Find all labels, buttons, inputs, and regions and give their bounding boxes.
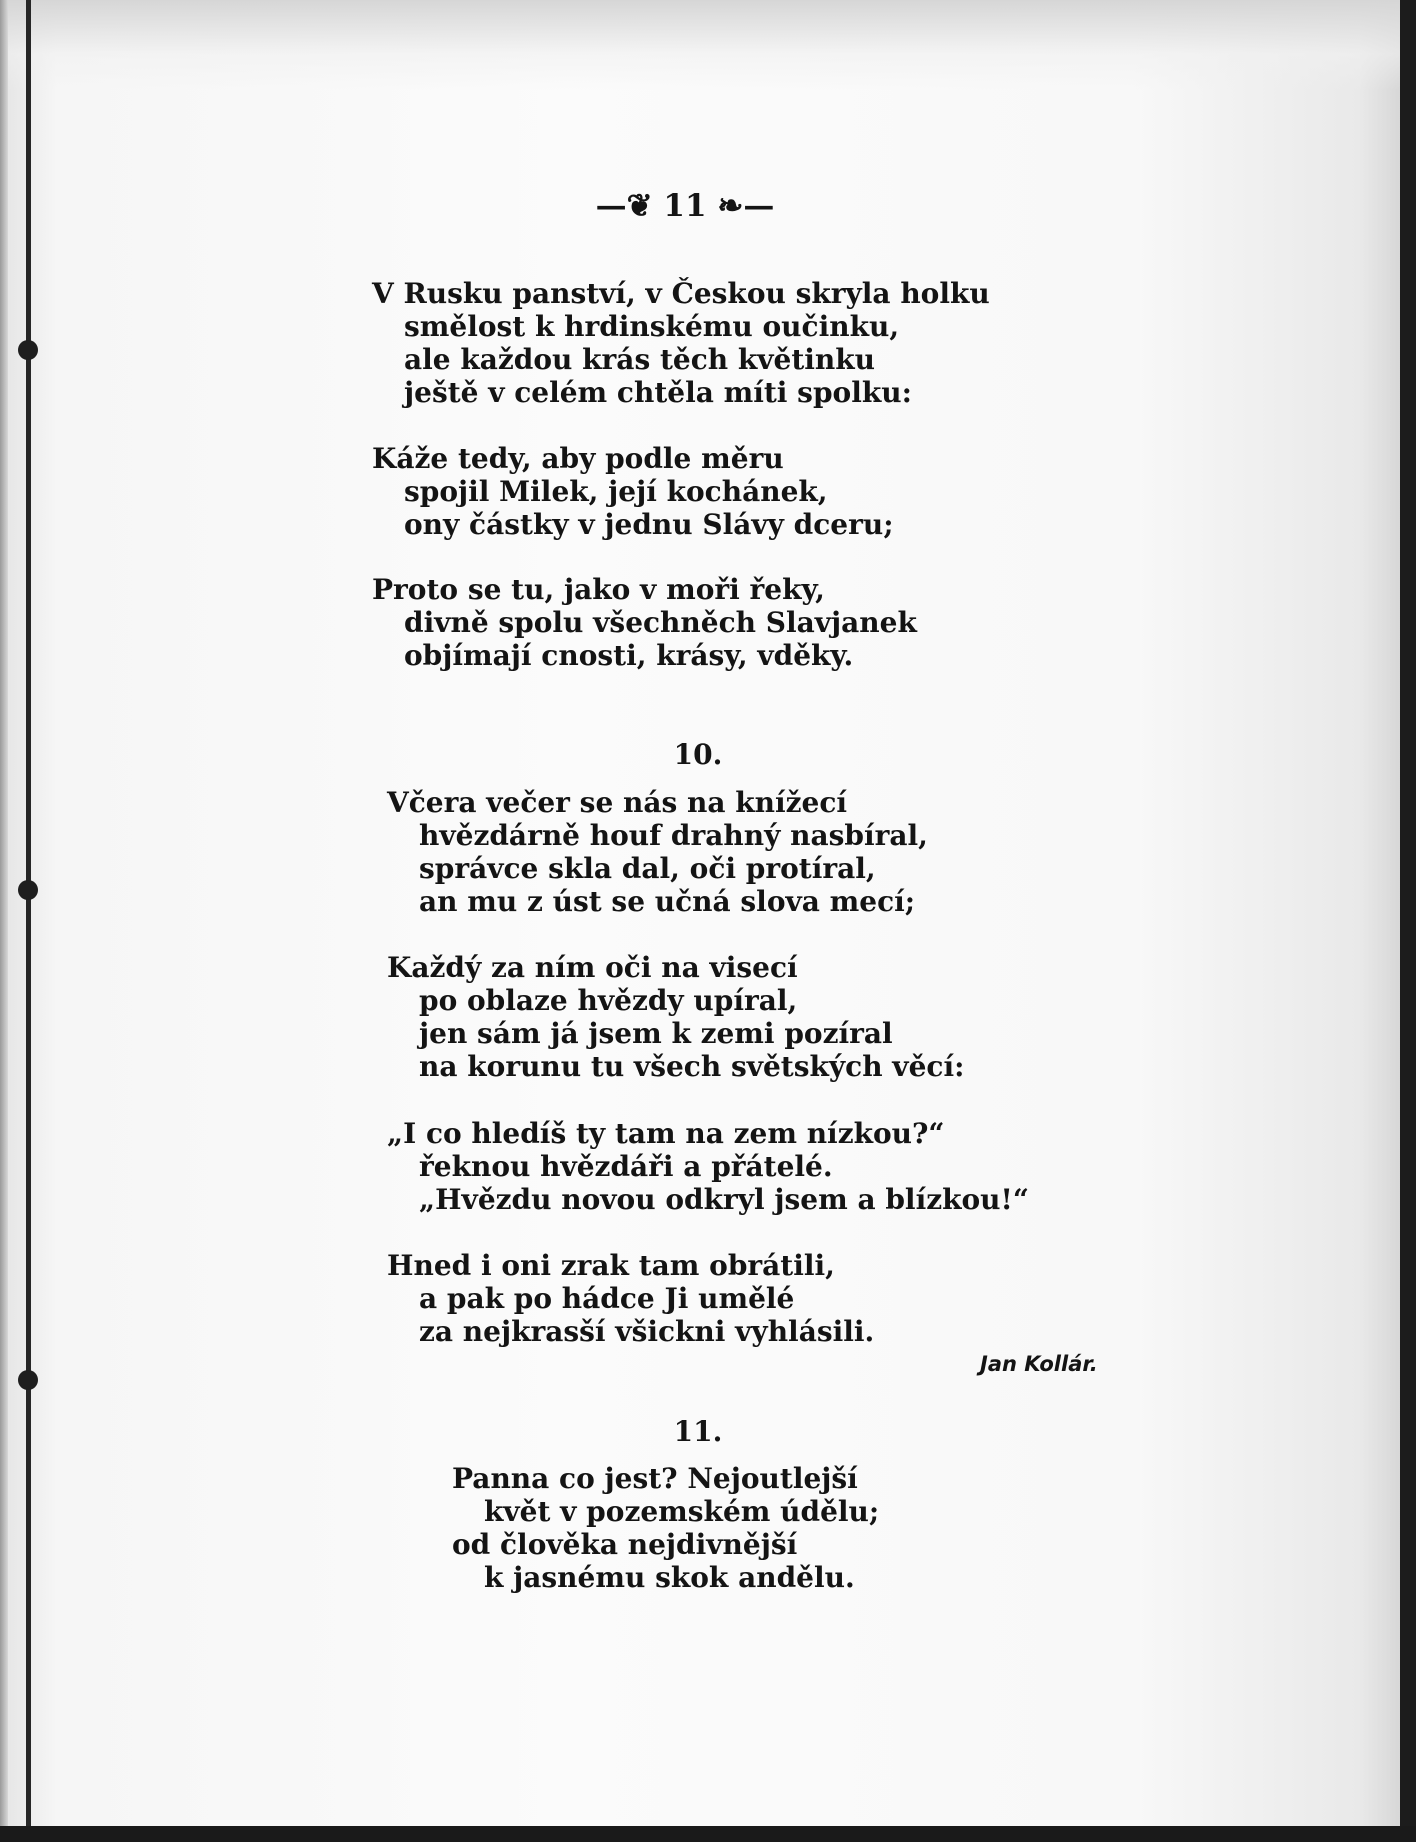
page-number: 11 [663,188,707,224]
verse-line: Panna co jest? Nejoutlejší [452,1462,858,1495]
poem-10-stanza-1 [387,786,928,918]
verse-line: a pak po hádce Ji umělé [419,1282,795,1315]
verse-line: smělost k hrdinskému oučinku, [404,310,900,343]
page-edge [0,0,8,1842]
binding-knot [18,880,38,900]
verse-line: za nejkrasší všickni vyhlásili. [419,1315,875,1348]
verse-line: správce skla dal, oči protíral, [419,852,876,885]
verse-line: Proto se tu, jako v moři řeky, [372,573,825,606]
poem-10-stanza-2 [387,951,964,1083]
verse-line: ale každou krás těch květinku [404,343,876,376]
page-header [560,188,810,224]
binding-knot [18,340,38,360]
scan-right-border [1400,0,1416,1842]
verse-line: k jasnému skok andělu. [484,1561,855,1594]
scan-bottom-border [0,1826,1416,1842]
verse-line: na korunu tu všech světských věcí: [419,1050,965,1083]
verse-line: řeknou hvězdáři a přátelé. [419,1150,833,1183]
verse-line: an mu z úst se učná slova mecí; [419,885,916,918]
verse-line: květ v pozemském údělu; [484,1495,880,1528]
poem-10-stanza-3 [387,1117,1029,1216]
verse-line: „I co hledíš ty tam na zem nízkou?“ [387,1117,945,1150]
verse-line: V Rusku panství, v Českou skryla holku [372,277,990,310]
author-signature: Jan Kollár. [980,1352,1098,1376]
verse-line: spojil Milek, její kochánek, [404,475,828,508]
verse-line: ještě v celém chtěla míti spolku: [404,376,912,409]
right-ornament: ❧— [717,188,775,224]
verse-line: ony částky v jednu Slávy dceru; [404,508,894,541]
verse-line: Včera večer se nás na knížecí [387,786,848,819]
verse-line: Káže tedy, aby podle měru [372,442,784,475]
left-ornament: —❦ [595,188,653,224]
poem-number-11: 11. [673,1415,723,1448]
poem-10-stanza-4 [387,1249,874,1348]
poem-11-stanza-1 [452,1462,879,1594]
binding-thread [26,0,31,1842]
verse-line: Každý za ním oči na visecí [387,951,798,984]
verse-line: divně spolu všechněch Slavjanek [404,606,917,639]
poem-top-stanza-3 [372,573,917,672]
verse-line: Hned i oni zrak tam obrátili, [387,1249,835,1282]
verse-line: objímají cnosti, krásy, vděky. [404,639,854,672]
poem-top-stanza-2 [372,442,894,541]
binding-knot [18,1370,38,1390]
verse-line: jen sám já jsem k zemi pozíral [419,1017,893,1050]
verse-line: „Hvězdu novou odkryl jsem a blízkou!“ [419,1183,1029,1216]
verse-line: od člověka nejdivnější [452,1528,798,1561]
top-edge-shadow [0,0,1416,90]
verse-line: po oblaze hvězdy upíral, [419,984,798,1017]
poem-number-10: 10. [673,738,723,771]
poem-top-stanza-1 [372,277,990,409]
verse-line: hvězdárně houf drahný nasbíral, [419,819,928,852]
